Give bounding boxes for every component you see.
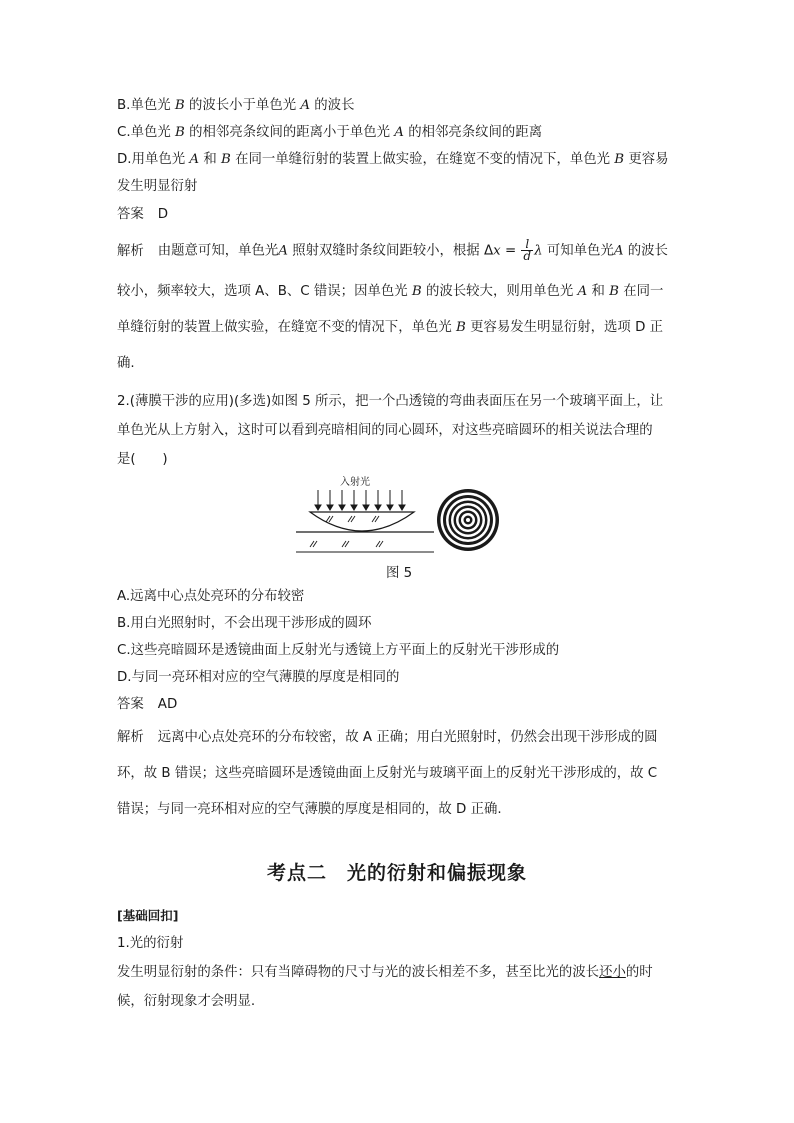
q2-option-a: A.远离中心点处亮环的分布较密 bbox=[117, 589, 305, 604]
incident-light-label: 入射光 bbox=[340, 477, 370, 488]
option-c: C.单色光 B 的相邻亮条纹间的距离小于单色光 A 的相邻亮条纹间的距离 bbox=[117, 125, 543, 140]
figure-5-caption: 图 5 bbox=[386, 566, 413, 581]
figure-5-diagram bbox=[296, 474, 516, 556]
basics-label: [基础回扣] bbox=[117, 908, 179, 923]
figure-5 bbox=[296, 474, 516, 560]
analysis-1-line1: 解析 由题意可知，单色光A 照射双缝时条纹间距较小，根据 Δx = $\frac{l}{d}$ λ 可知单色光A 的波长 bbox=[117, 237, 668, 263]
plate-hatching bbox=[310, 541, 383, 547]
section-title: 考点二 光的衍射和偏振现象 bbox=[266, 862, 528, 884]
q2-option-b: B.用白光照射时，不会出现干涉形成的圆环 bbox=[117, 616, 372, 631]
newton-rings bbox=[437, 489, 499, 551]
question-2-line2: 单色光从上方射入，这时可以看到亮暗相间的同心圆环，对这些亮暗圆环的相关说法合理的 bbox=[117, 423, 653, 438]
analysis-2-line1: 解析 远离中心点处亮环的分布较密，故 A 正确；用白光照射时，仍然会出现干涉形成的圆 bbox=[117, 730, 658, 745]
option-d-cont: 发生明显衍射 bbox=[117, 179, 198, 194]
question-2-line1: 2.(薄膜干涉的应用)(多选)如图 5 所示，把一个凸透镜的弯曲表面压在另一个玻璃平面上，让 bbox=[117, 394, 664, 409]
analysis-1-line2: 较小，频率较大，选项 A、B、C 错误；因单色光 B 的波长较大，则用单色光 A 和 B 在同一 bbox=[117, 284, 664, 299]
basics-paragraph-line1: 发生明显衍射的条件：只有当障碍物的尺寸与光的波长相差不多，甚至比光的波长还小的时 bbox=[117, 965, 653, 980]
basics-item-1: 1.光的衍射 bbox=[117, 936, 184, 951]
analysis-2-line2: 环，故 B 错误；这些亮暗圆环是透镜曲面上反射光与玻璃平面上的反射光干涉形成的，故 C bbox=[117, 766, 658, 781]
fraction-l-over-d: $\frac{l}{d}$ bbox=[523, 237, 532, 263]
analysis-1-line3: 单缝衍射的装置上做实验，在缝宽不变的情况下，单色光 B 更容易发生明显衍射，选项 D 正 bbox=[117, 320, 664, 335]
question-2-line3: 是( ) bbox=[117, 452, 168, 467]
answer-2: 答案 AD bbox=[117, 697, 178, 712]
q2-option-c: C.这些亮暗圆环是透镜曲面上反射光与透镜上方平面上的反射光干涉形成的 bbox=[117, 643, 560, 658]
incident-arrows bbox=[315, 490, 405, 510]
convex-lens bbox=[310, 512, 414, 531]
analysis-1-line4: 确. bbox=[117, 356, 135, 371]
analysis-2-line3: 错误；与同一亮环相对应的空气薄膜的厚度是相同的，故 D 正确. bbox=[117, 802, 502, 817]
option-b: B.单色光 B 的波长小于单色光 A 的波长 bbox=[117, 98, 355, 113]
option-d: D.用单色光 A 和 B 在同一单缝衍射的装置上做实验，在缝宽不变的情况下，单色光 B 更容易 bbox=[117, 152, 669, 167]
lens-hatching bbox=[326, 516, 379, 522]
basics-paragraph-line2: 候，衍射现象才会明显. bbox=[117, 994, 256, 1009]
answer-1: 答案 D bbox=[117, 207, 169, 222]
q2-option-d: D.与同一亮环相对应的空气薄膜的厚度是相同的 bbox=[117, 670, 400, 685]
